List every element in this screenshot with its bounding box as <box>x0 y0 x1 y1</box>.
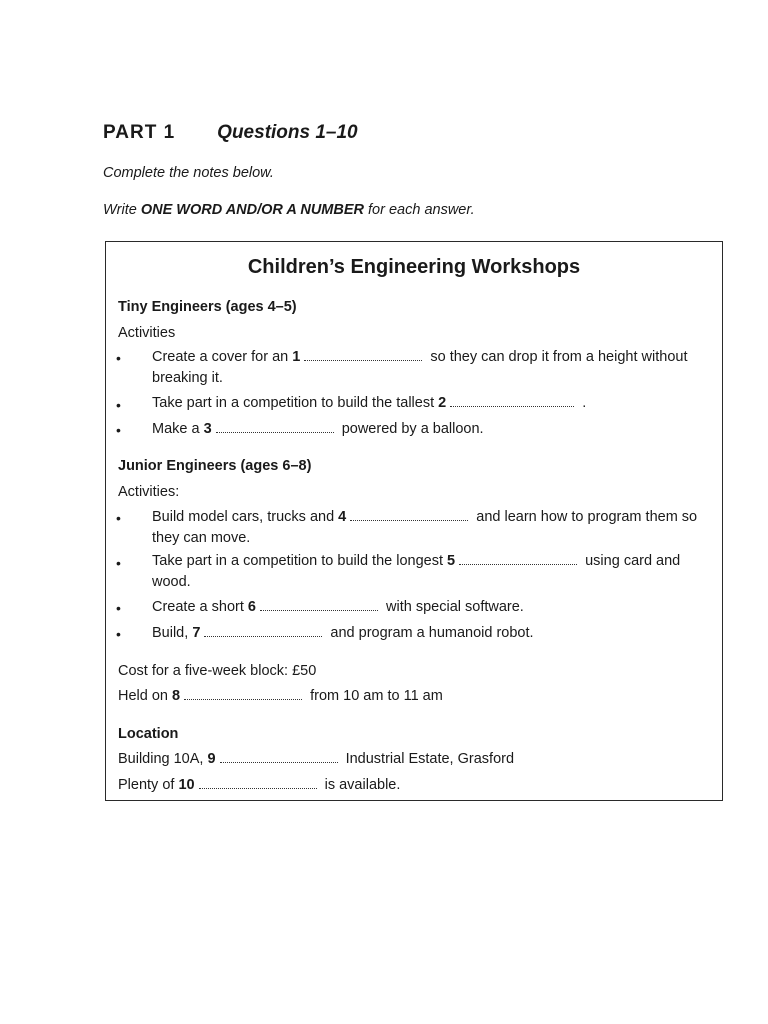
questions-range: Questions 1–10 <box>217 122 358 143</box>
bullet: • <box>116 422 121 438</box>
item-text: and program a humanoid robot. <box>326 625 534 641</box>
answer-gap-1[interactable] <box>304 348 422 361</box>
building-line <box>118 749 514 769</box>
question-number: 3 <box>203 421 212 437</box>
item-text: Create a cover for an <box>152 349 293 365</box>
tiny-item-1 <box>152 347 712 389</box>
instruction-word-limit <box>103 202 475 218</box>
item-text: Create a short <box>152 599 248 615</box>
question-number: 6 <box>247 599 256 615</box>
part-label: PART 1 <box>103 122 176 143</box>
junior-engineers-heading: Junior Engineers (ages 6–8) <box>118 458 312 474</box>
bullet: • <box>116 600 121 616</box>
answer-gap-3[interactable] <box>216 420 334 433</box>
junior-item-7 <box>152 623 712 644</box>
location-heading: Location <box>118 726 179 742</box>
junior-item-5 <box>152 551 712 593</box>
question-number: 10 <box>178 777 195 793</box>
bullet: • <box>116 555 121 571</box>
item-text: using card and wood. <box>152 553 681 590</box>
answer-gap-5[interactable] <box>459 552 577 565</box>
junior-item-6 <box>152 597 712 618</box>
bullet: • <box>116 350 121 366</box>
tiny-item-3 <box>152 419 712 440</box>
item-text: Building 10A, <box>118 751 208 767</box>
answer-gap-9[interactable] <box>220 750 338 763</box>
question-number: 9 <box>207 751 216 767</box>
item-text: Take part in a competition to build the longest <box>152 553 448 569</box>
instruction-post: for each answer. <box>364 202 475 218</box>
item-text: Plenty of <box>118 777 179 793</box>
instruction-bold: ONE WORD AND/OR A NUMBER <box>140 202 364 218</box>
item-text: with special software. <box>382 599 524 615</box>
answer-gap-10[interactable] <box>199 776 317 789</box>
question-number: 4 <box>338 509 347 525</box>
instruction-complete-notes: Complete the notes below. <box>103 165 274 181</box>
plenty-line <box>118 775 400 795</box>
item-text: Take part in a competition to build the tallest <box>152 395 439 411</box>
notes-box <box>105 241 723 801</box>
part-heading <box>103 122 358 144</box>
item-text: Make a <box>152 421 204 437</box>
tiny-item-2 <box>152 393 712 414</box>
item-text: is available. <box>320 777 401 793</box>
held-line <box>118 686 443 706</box>
bullet: • <box>116 626 121 642</box>
answer-gap-4[interactable] <box>350 508 468 521</box>
item-text: and learn how to program them so they can move. <box>152 509 698 546</box>
junior-item-4 <box>152 507 712 549</box>
bullet: • <box>116 397 121 413</box>
item-text: Industrial Estate, Grasford <box>341 751 515 767</box>
instruction-pre: Write <box>103 202 141 218</box>
item-text: powered by a balloon. <box>337 421 484 437</box>
answer-gap-6[interactable] <box>260 598 378 611</box>
notes-title: Children’s Engineering Workshops <box>247 256 581 278</box>
tiny-engineers-heading: Tiny Engineers (ages 4–5) <box>118 299 297 315</box>
item-text: from 10 am to 11 am <box>306 688 443 704</box>
cost-line: Cost for a five-week block: £50 <box>118 663 317 679</box>
question-number: 8 <box>172 688 181 704</box>
junior-activities-label: Activities: <box>118 484 180 500</box>
tiny-activities-label: Activities <box>118 325 176 341</box>
answer-gap-8[interactable] <box>184 687 302 700</box>
item-text: so they can drop it from a height without breaking it. <box>152 349 688 386</box>
item-text: Build, <box>152 625 193 641</box>
bullet: • <box>116 510 121 526</box>
item-text: Build model cars, trucks and <box>152 509 339 525</box>
item-text: . <box>578 395 587 411</box>
question-number: 7 <box>192 625 201 641</box>
answer-gap-7[interactable] <box>204 624 322 637</box>
answer-gap-2[interactable] <box>450 394 574 407</box>
question-number: 1 <box>292 349 301 365</box>
item-text: Held on <box>118 688 173 704</box>
question-number: 2 <box>438 395 447 411</box>
question-number: 5 <box>447 553 456 569</box>
